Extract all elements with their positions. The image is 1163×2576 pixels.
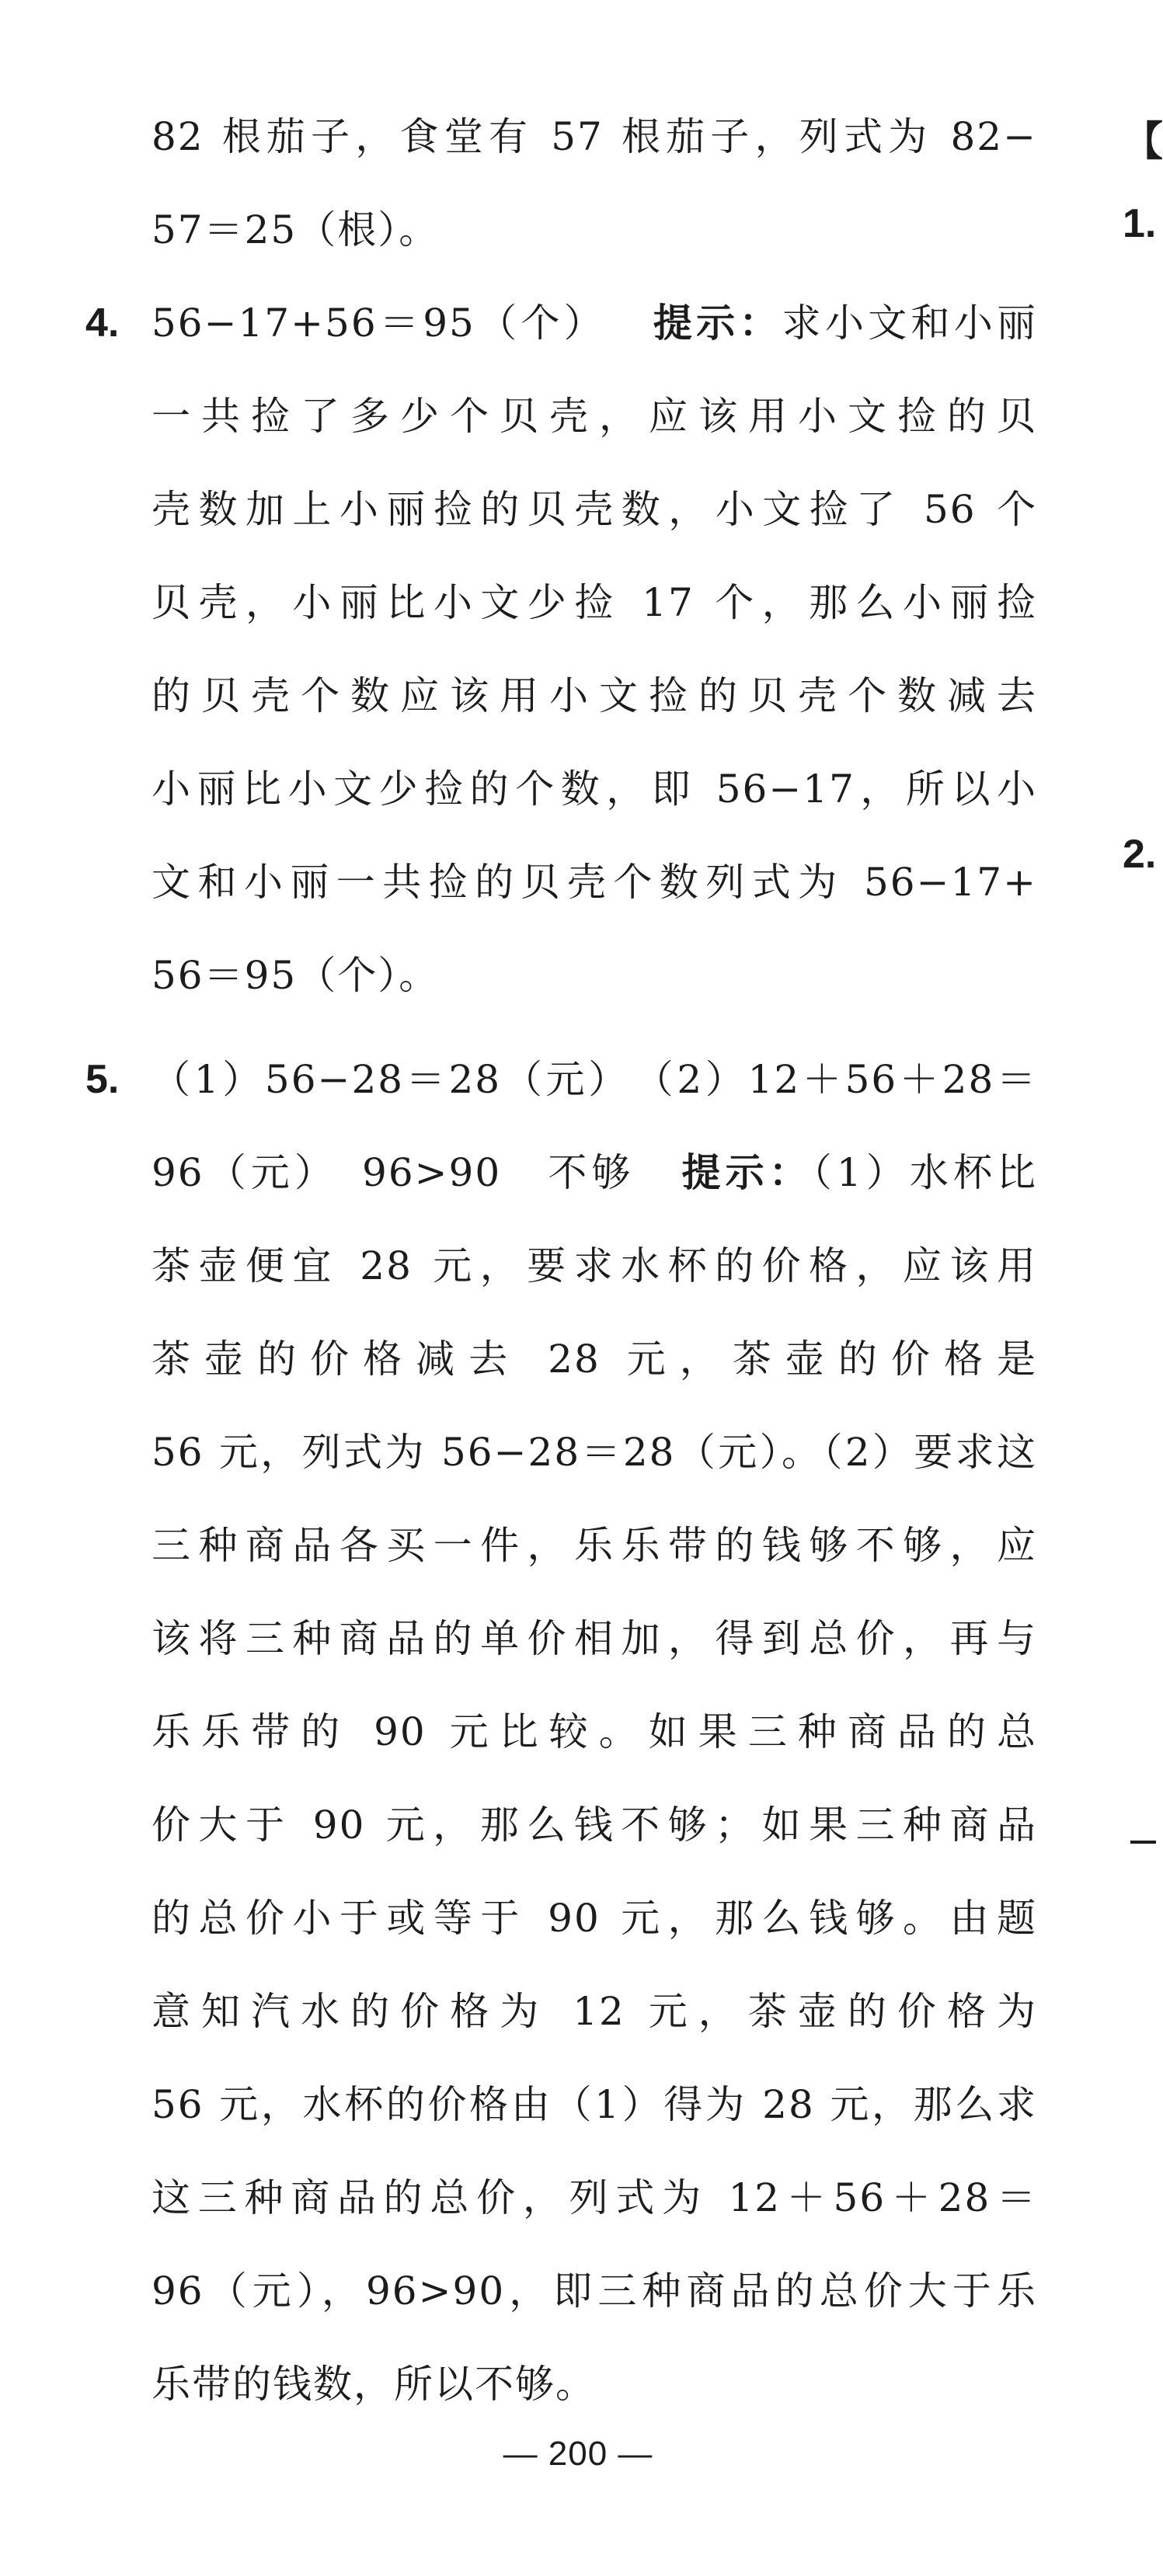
q5-hint-start: （1）水杯比 xyxy=(812,1150,1038,1195)
right-edge-item-1: 1. xyxy=(1123,201,1157,246)
right-edge-dash xyxy=(1130,1841,1156,1844)
right-edge-item-2: 2. xyxy=(1123,832,1157,877)
q4-line-3: 壳数加上小丽捡的贝壳数，小文捡了 56 个 xyxy=(151,487,1037,532)
q5-line-13: 这三种商品的总价，列式为 12＋56＋28＝ xyxy=(151,2175,1037,2220)
q4-line-4: 贝壳，小丽比小文少捡 17 个，那么小丽捡 xyxy=(151,580,1037,625)
q5-line-1: （1）56−28＝28（元） （2）12＋56＋28＝ xyxy=(151,1057,1037,1102)
q4-line-8: 56＝95（个）。 xyxy=(151,953,440,998)
q5-hint-label: 提示： xyxy=(681,1150,813,1195)
q4-line-1 xyxy=(151,276,1037,370)
q4-number: 4. xyxy=(85,301,120,346)
q4-hint-label: 提示： xyxy=(653,301,782,346)
q3-line-2: 57＝25（根）。 xyxy=(151,207,440,252)
q5-number: 5. xyxy=(85,1057,120,1102)
q3-line-1: 82 根茄子，食堂有 57 根茄子，列式为 82− xyxy=(151,114,1037,159)
q4-hint-start: 求小文和小丽 xyxy=(782,301,1037,346)
q5-line-7: 该将三种商品的单价相加，得到总价，再与 xyxy=(151,1616,1037,1661)
q5-line-14: 96（元），96>90，即三种商品的总价大于乐 xyxy=(151,2268,1037,2314)
q5-line-9: 价大于 90 元，那么钱不够；如果三种商品 xyxy=(151,1803,1037,1848)
q5-line-5: 56 元，列式为 56−28＝28（元）。（2）要求这 xyxy=(151,1430,1037,1475)
q4-line-7: 文和小丽一共捡的贝壳个数列式为 56−17+ xyxy=(151,860,1037,905)
q5-line-12: 56 元，水杯的价格由（1）得为 28 元，那么求 xyxy=(151,2082,1037,2127)
q5-line-6: 三种商品各买一件，乐乐带的钱够不够，应 xyxy=(151,1523,1037,1568)
q4-answer: 56−17+56＝95（个） xyxy=(151,301,607,346)
right-edge-bracket: 【 xyxy=(1123,120,1163,165)
q4-line-5: 的贝壳个数应该用小文捡的贝壳个数减去 xyxy=(151,673,1037,718)
q5-line-3: 茶壶便宜 28 元，要求水杯的价格，应该用 xyxy=(151,1243,1037,1288)
page-number: — 200 — xyxy=(503,2435,653,2473)
q5-answer: 96（元） 96>90 不够 xyxy=(151,1150,635,1195)
q4-line-6: 小丽比小文少捡的个数，即 56−17，所以小 xyxy=(151,767,1037,812)
q5-line-10: 的总价小于或等于 90 元，那么钱够。由题 xyxy=(151,1896,1037,1941)
q5-line-4: 茶壶的价格减去 28 元，茶壶的价格是 xyxy=(151,1337,1037,1382)
q5-line-8: 乐乐带的 90 元比较。如果三种商品的总 xyxy=(151,1709,1037,1754)
q5-line-11: 意知汽水的价格为 12 元，茶壶的价格为 xyxy=(151,1989,1037,2034)
q5-line-2 xyxy=(151,1126,1037,1219)
q5-line-15: 乐带的钱数，所以不够。 xyxy=(151,2362,596,2407)
q4-line-2: 一共捡了多少个贝壳，应该用小文捡的贝 xyxy=(151,394,1037,439)
